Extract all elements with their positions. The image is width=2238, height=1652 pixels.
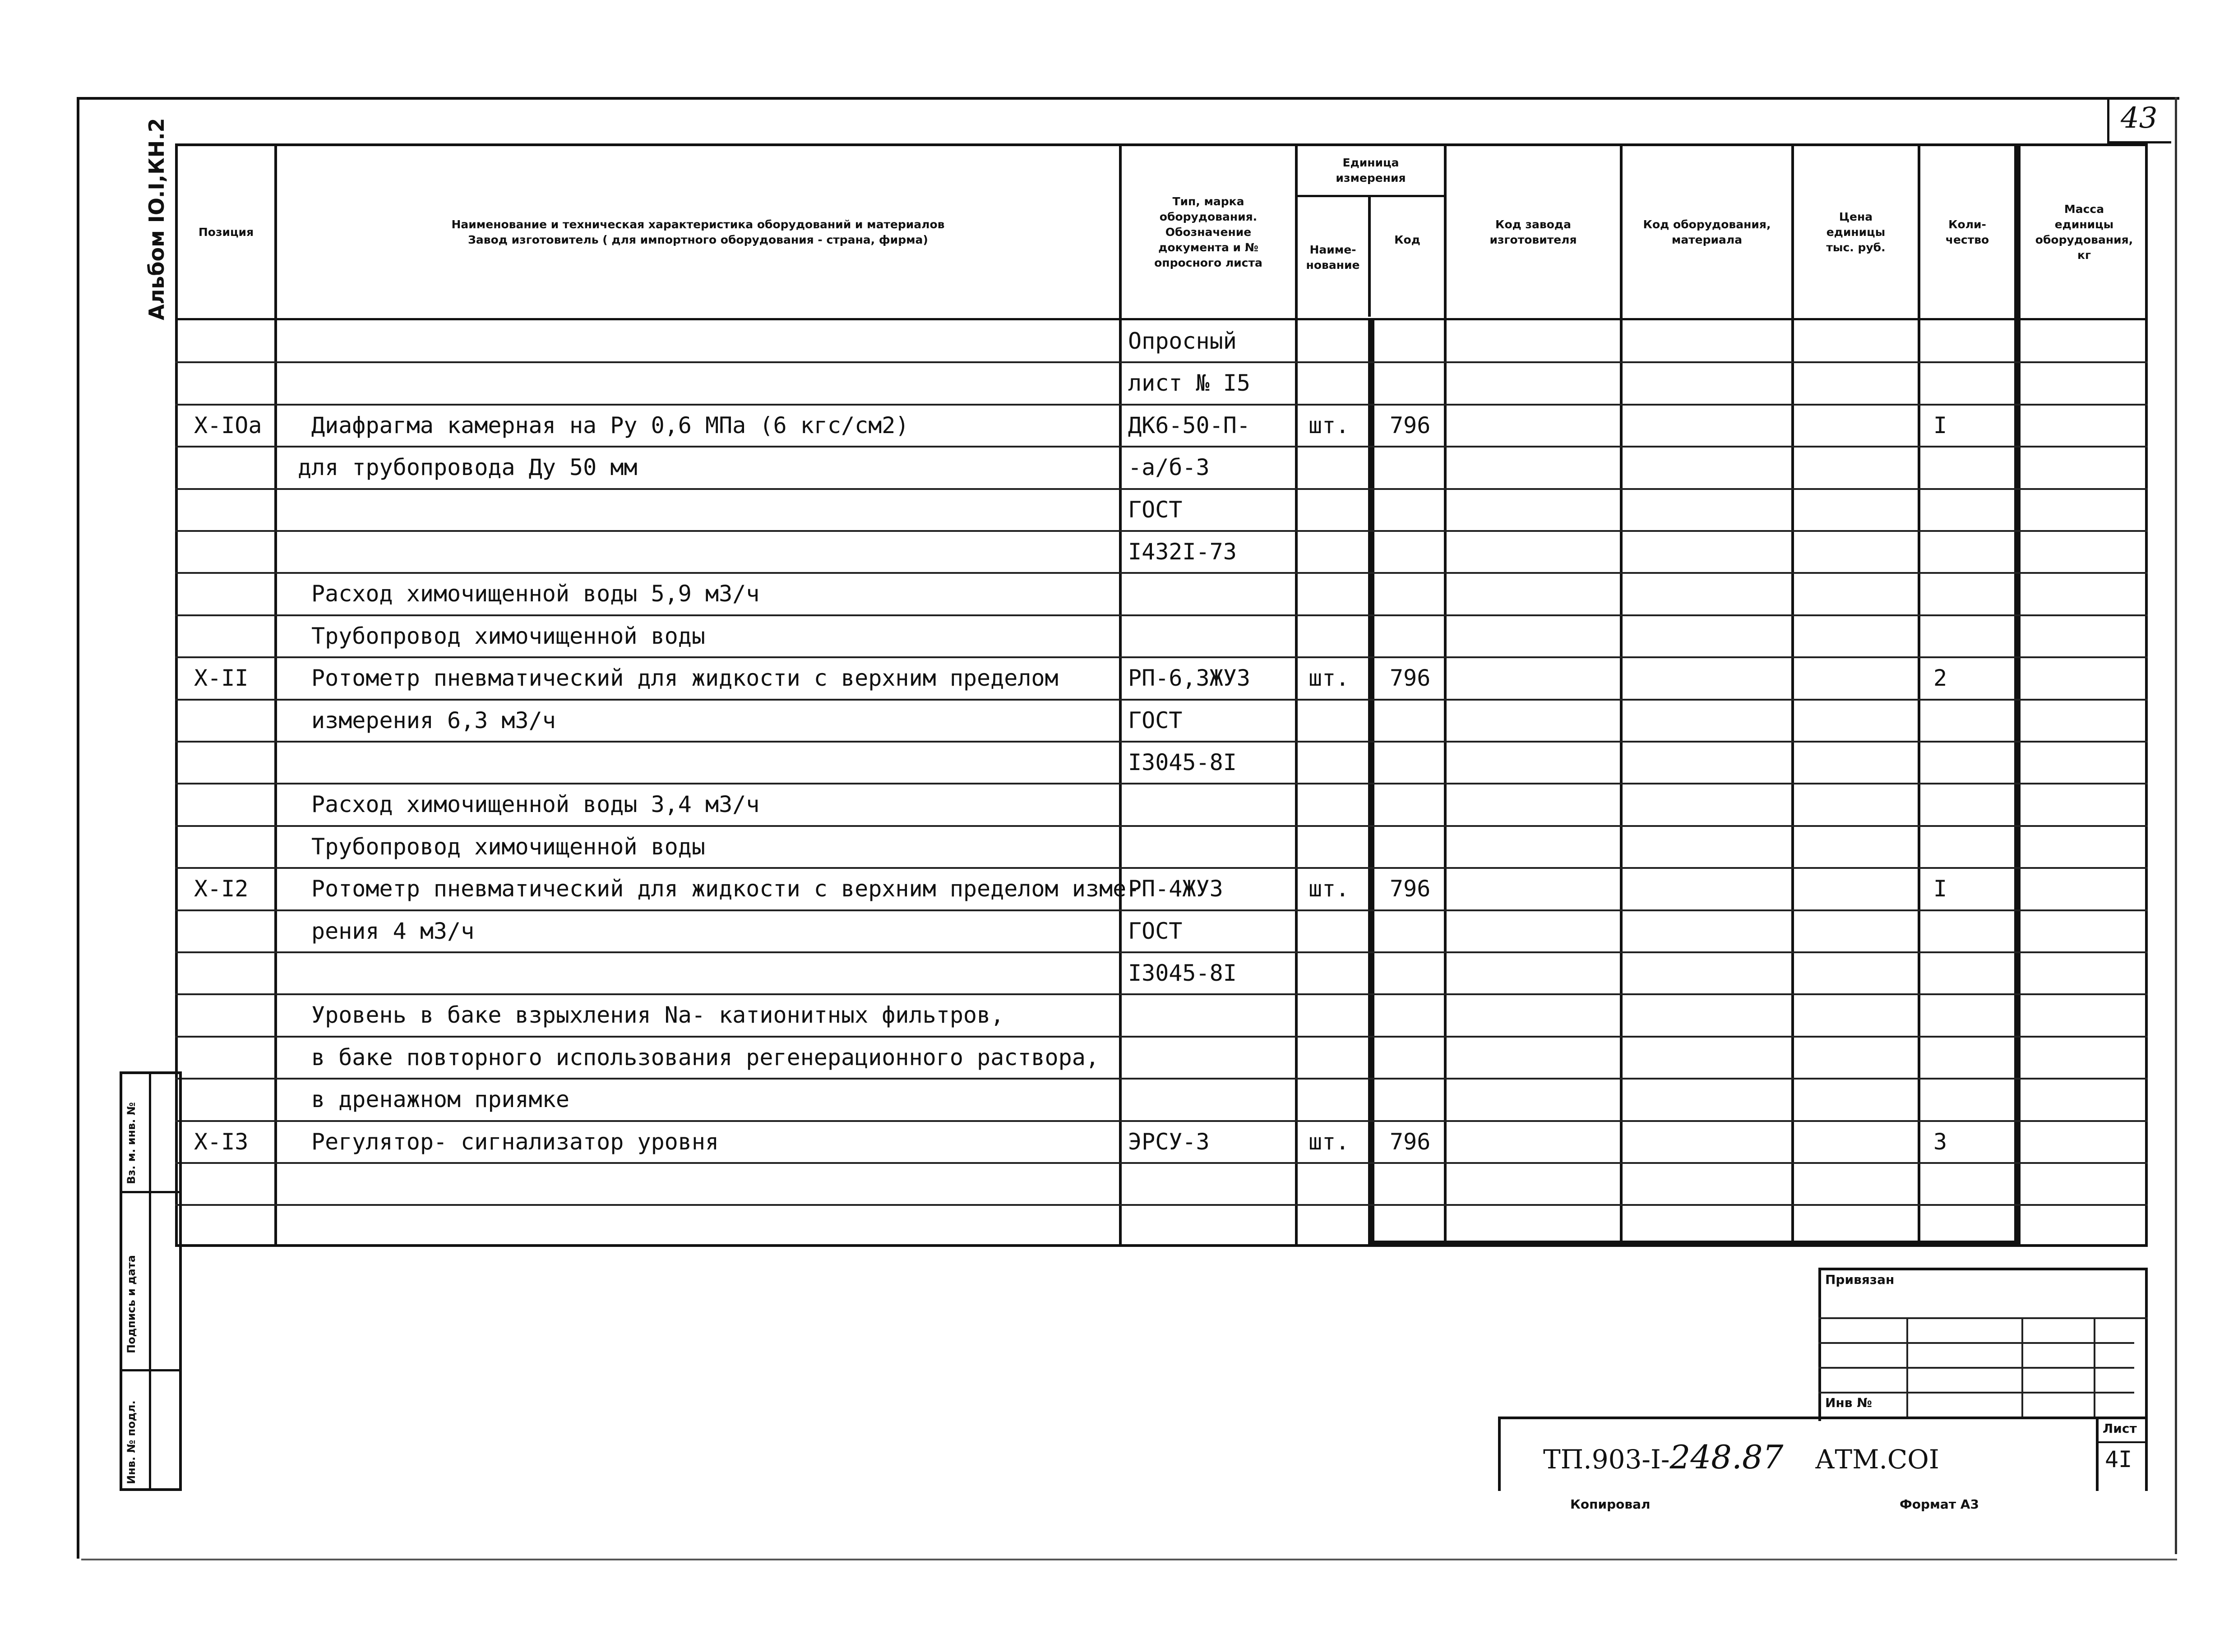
table-row-divider [175, 951, 2148, 953]
row-code: 796 [1390, 1128, 1431, 1155]
row-position: X-IOa [194, 412, 262, 438]
row-code: 796 [1390, 412, 1431, 438]
row-position: X-I2 [194, 876, 249, 902]
stamp-sheet-label: Лист [2103, 1421, 2137, 1436]
row-qty: 3 [1933, 1128, 1947, 1155]
table-row-divider [175, 825, 2148, 827]
row-unit: шт. [1309, 876, 1350, 902]
table-row-divider [175, 614, 2148, 616]
header-unit-name: Наиме- нование [1306, 243, 1360, 272]
row-name: Расход химочищенной воды 3,4 м3/ч [311, 791, 760, 818]
table-row-divider [175, 1162, 2148, 1164]
stamp-line [1818, 1317, 2148, 1319]
row-name: Трубопровод химочищенной воды [311, 623, 705, 649]
row-type: РП-6,3ЖУЗ [1128, 665, 1250, 692]
cell-box-bottom [1368, 1241, 2021, 1247]
sheet-corner-number: 43 [2121, 102, 2158, 135]
table-row-divider [175, 530, 2148, 532]
table-row-divider [175, 1120, 2148, 1122]
side-stamp-row-line [120, 1369, 182, 1371]
header-name: Наименование и техническая характеристика оборудований и материалов Завод изготовитель ( для импортного оборудования - страна, фирма) [451, 217, 945, 246]
row-code: 796 [1390, 665, 1431, 692]
row-name: Уровень в баке взрыхления Na- катионитных фильтров, [311, 1002, 1004, 1029]
doc-suffix: АТМ.СОI [1815, 1444, 1939, 1475]
row-type: лист № I5 [1128, 370, 1250, 397]
row-name: измерения 6,3 м3/ч [311, 707, 556, 734]
row-type: ГОСТ [1128, 496, 1183, 523]
table-row-divider [175, 404, 2148, 406]
row-name: Расход химочищенной воды 5,9 м3/ч [311, 581, 760, 607]
header-position: Позиция [198, 225, 254, 239]
header-unit-group: Единица измерения [1336, 156, 1406, 185]
row-code: 796 [1390, 876, 1431, 902]
stamp-sheet-line [2096, 1441, 2148, 1443]
stamp-sheet-number: 4I [2105, 1446, 2132, 1472]
row-name: для трубопровода Ду 50 мм [298, 454, 638, 481]
row-name: рения 4 м3/ч [311, 918, 475, 944]
header-price: Цена единицы тыс. руб. [1826, 210, 1886, 254]
stamp-line [1818, 1392, 2134, 1394]
row-qty: I [1933, 876, 1947, 902]
row-unit: шт. [1309, 412, 1350, 438]
row-type: I3045-8I [1128, 749, 1237, 775]
stamp-vline [2094, 1317, 2095, 1417]
row-name: Ротометр пневматический для жидкости с верхним пределом изме- [311, 876, 1140, 902]
header-factory-code: Код завода изготовителя [1489, 217, 1577, 246]
doc-handwritten: 248.87 [1669, 1438, 1784, 1476]
row-type: ГОСТ [1128, 707, 1183, 734]
table-row-divider [175, 488, 2148, 490]
footer-format: Формат А3 [1900, 1497, 1979, 1512]
row-name: Диафрагма камерная на Ру 0,6 МПа (6 кгс/см2) [311, 412, 909, 438]
table-row-divider [175, 993, 2148, 995]
row-position: X-I3 [194, 1128, 249, 1155]
row-unit: шт. [1309, 665, 1350, 692]
drawing-frame-bottom [81, 1559, 2177, 1560]
table-row-divider [175, 572, 2148, 574]
side-stamp-split [149, 1071, 151, 1491]
album-label: Альбом IO.I,КН.2 [144, 118, 169, 320]
table-row-divider [175, 361, 2148, 363]
row-type: ЭРСУ-3 [1128, 1128, 1210, 1155]
table-row-divider [175, 446, 2148, 448]
row-type: ГОСТ [1128, 918, 1183, 944]
table-row-divider [175, 909, 2148, 911]
side-stamp-inv-orig: Инв. № подл. [125, 1400, 138, 1484]
header-equip-code: Код оборудования, материала [1643, 217, 1771, 246]
row-type: -а/б-3 [1128, 454, 1210, 481]
stamp-vline [2021, 1317, 2023, 1417]
stamp-line [1818, 1367, 2134, 1369]
stamp-sheet-split [2096, 1417, 2099, 1491]
row-position: X-II [194, 665, 249, 692]
header-mass: Масса единицы оборудования, кг [2035, 202, 2133, 262]
row-qty: I [1933, 412, 1947, 438]
table-row-divider [175, 656, 2148, 658]
table-row-divider [175, 783, 2148, 784]
side-stamp-sign-date: Подпись и дата [125, 1255, 138, 1353]
row-type: I432I-73 [1128, 539, 1237, 565]
header-type: Тип, марка оборудования. Обозначение документа и № опросного листа [1154, 194, 1262, 269]
header-unit-code: Код [1394, 233, 1420, 246]
row-name: Трубопровод химочищенной воды [311, 833, 705, 860]
stamp-line [1818, 1342, 2134, 1344]
drawing-frame-right [2175, 97, 2177, 1554]
header-divider [175, 318, 2148, 320]
header-qty: Коли- чество [1945, 217, 1989, 246]
stamp-doc-number [1543, 1438, 1939, 1476]
row-name: Регулятор- сигнализатор уровня [311, 1128, 719, 1155]
stamp-inv-no-label: Инв № [1825, 1395, 1872, 1410]
doc-prefix: ТП.903-I- [1543, 1444, 1670, 1475]
table-row-divider [175, 1036, 2148, 1038]
row-type: I3045-8I [1128, 960, 1237, 986]
row-type: РП-4ЖУЗ [1128, 876, 1223, 902]
side-stamp-inv-subst: Вз. м. инв. № [125, 1102, 138, 1184]
row-type: Опросный [1128, 328, 1237, 354]
row-name: в баке повторного использования регенерационного раствора, [311, 1044, 1099, 1071]
table-row-divider [175, 741, 2148, 743]
stamp-vline [1906, 1317, 1908, 1417]
table-row-divider [175, 867, 2148, 869]
row-name: Ротометр пневматический для жидкости с верхним пределом [311, 665, 1059, 692]
side-stamp-row-line [120, 1191, 182, 1193]
table-row-divider [175, 699, 2148, 701]
row-name: в дренажном приямке [311, 1086, 569, 1113]
row-unit: шт. [1309, 1128, 1350, 1155]
col-line-thick [2014, 143, 2021, 1247]
row-type: ДК6-50-П- [1128, 412, 1250, 438]
table-row-divider [175, 1204, 2148, 1206]
footer-copied: Копировал [1570, 1497, 1651, 1512]
table-row-divider [175, 1078, 2148, 1080]
row-qty: 2 [1933, 665, 1947, 692]
stamp-privyazan-label: Привязан [1825, 1272, 1895, 1287]
